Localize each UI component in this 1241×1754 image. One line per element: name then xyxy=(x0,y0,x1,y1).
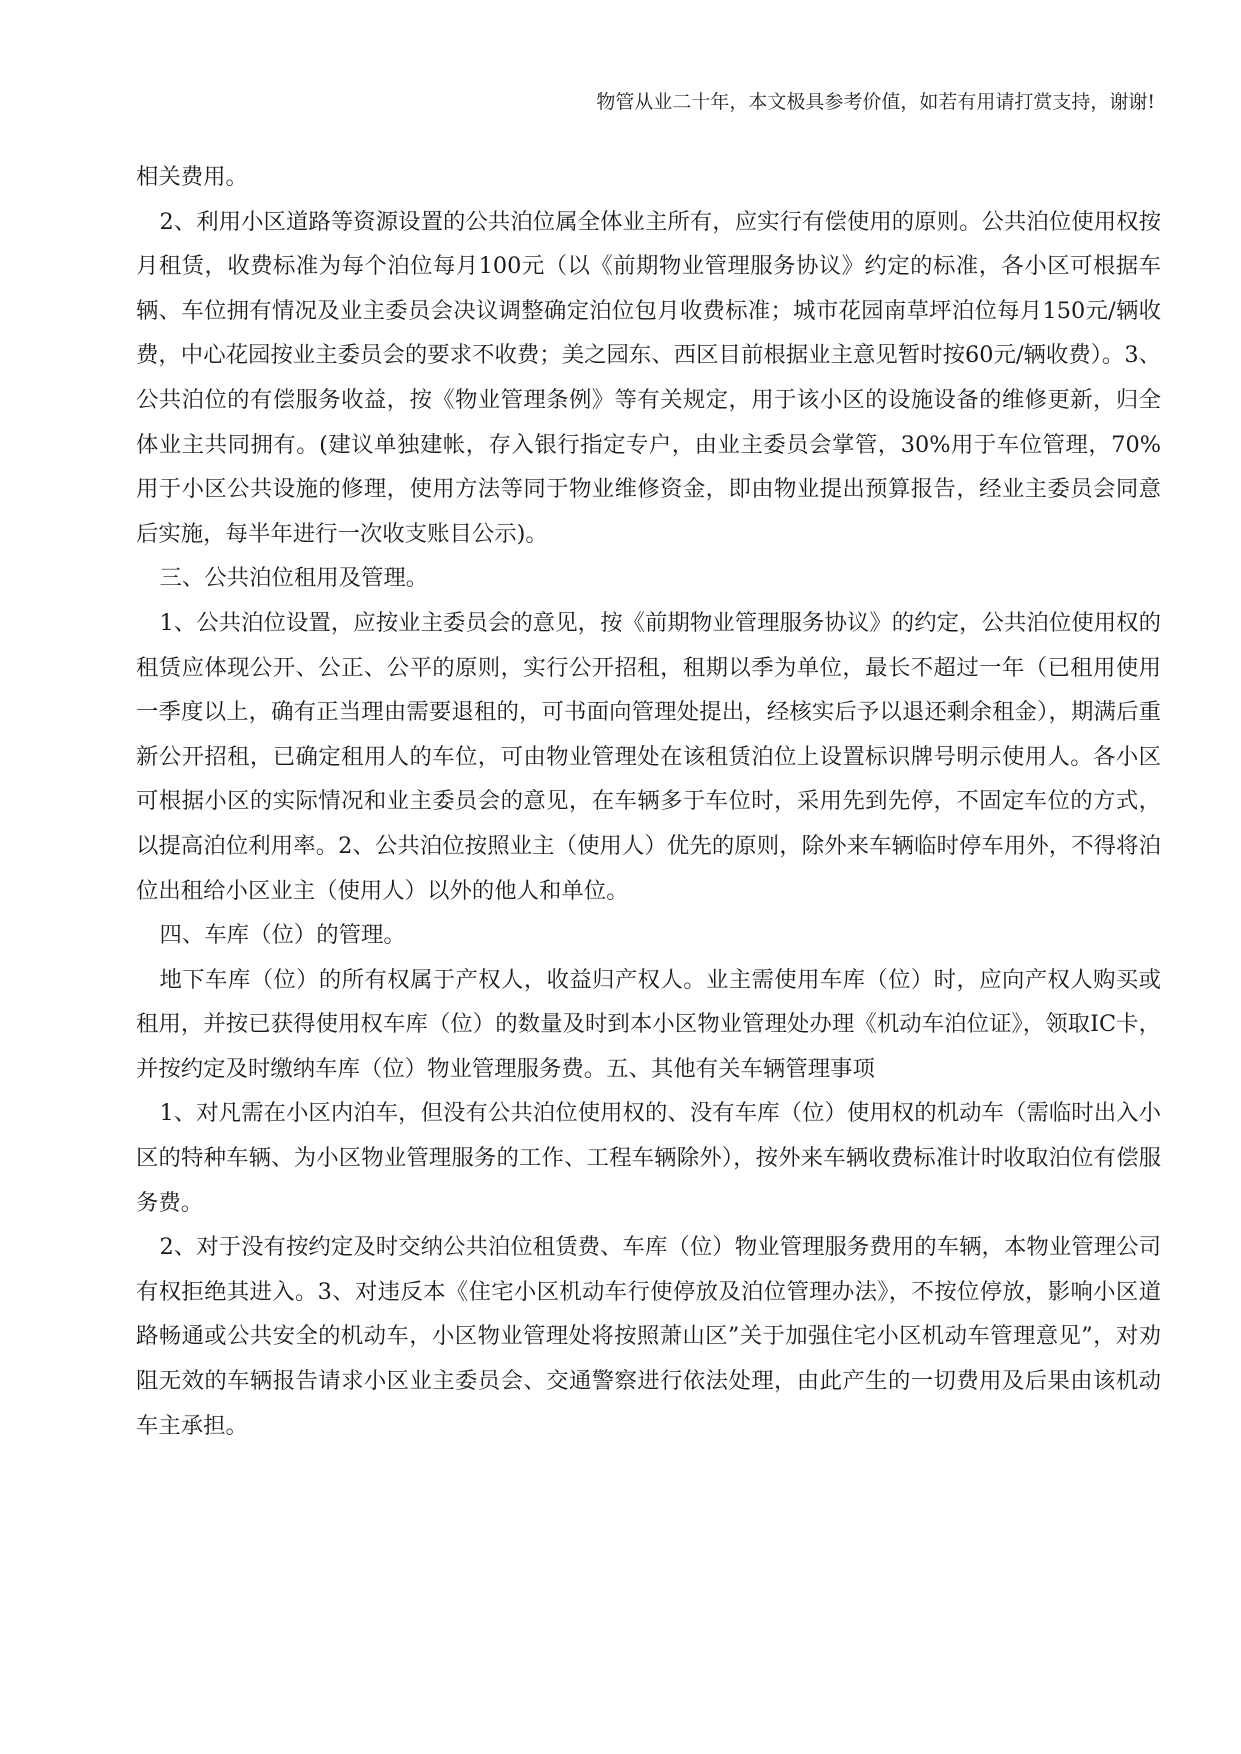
paragraph: 相关费用。 xyxy=(136,164,248,190)
paragraph: 1、对凡需在小区内泊车，但没有公共泊位使用权的、没有车库（位）使用权的机动车（需临时出入小区的特种车辆、为小区物业管理服务的工作、工程车辆除外），按外来车辆收费标准计时收取泊位有偿服务费。 xyxy=(136,1100,1161,1216)
paragraph: 2、对于没有按约定及时交纳公共泊位租赁费、车库（位）物业管理服务费用的车辆，本物业管理公司有权拒绝其进入。3、对违反本《住宅小区机动车行使停放及泊位管理办法》，不按位停放，影响小区道路畅通或公共安全的机动车，小区物业管理处将按照萧山区”关于加强住宅小区机动车管理意见”，对劝阻无效的车辆报告请求小区业主委员会、交通警察进行依法处理，由此产生的一切费用及后果由该机动车主承担。 xyxy=(136,1234,1161,1439)
paragraph: 1、公共泊位设置，应按业主委员会的意见，按《前期物业管理服务协议》的约定，公共泊位使用权的租赁应体现公开、公正、公平的原则，实行公开招租，租期以季为单位，最长不超过一年（已租用使用一季度以上，确有正当理由需要退租的，可书面向管理处提出，经核实后予以退还剩余租金），期满后重新公开招租，已确定租用人的车位，可由物业管理处在该租赁泊位上设置标识牌号明示使用人。各小区可根据小区的实际情况和业主委员会的意见，在车辆多于车位时，采用先到先停，不固定车位的方式，以提高泊位利用率。2、公共泊位按照业主（使用人）优先的原则，除外来车辆临时停车用外，不得将泊位出租给小区业主（使用人）以外的他人和单位。 xyxy=(136,609,1161,904)
section-heading: 三、公共泊位租用及管理。 xyxy=(159,565,429,592)
document-body xyxy=(136,155,1161,1448)
paragraph: 2、利用小区道路等资源设置的公共泊位属全体业主所有，应实行有偿使用的原则。公共泊位使用权按月租赁，收费标准为每个泊位每月100元（以《前期物业管理服务协议》约定的标准，各小区可根据车辆、车位拥有情况及业主委员会决议调整确定泊位包月收费标准；城市花园南草坪泊位每月150元/辆收费，中心花园按业主委员会的要求不收费；美之园东、西区目前根据业主意见暂时按60元/辆收费）。3、公共泊位的有偿服务收益，按《物业管理条例》等有关规定，用于该小区的设施设备的维修更新，归全体业主共同拥有。(建议单独建帐，存入银行指定专户，由业主委员会掌管，30%用于车位管理，70%用于小区公共设施的修理，使用方法等同于物业维修资金，即由物业提出预算报告，经业主委员会同意后实施，每半年进行一次收支账目公示)。 xyxy=(136,208,1161,547)
paragraph: 地下车库（位）的所有权属于产权人，收益归产权人。业主需使用车库（位）时，应向产权人购买或租用，并按已获得使用权车库（位）的数量及时到本小区物业管理处办理《机动车泊位证》，领取IC卡，并按约定及时缴纳车库（位）物业管理服务费。五、其他有关车辆管理事项 xyxy=(136,966,1161,1082)
header-note: 物管从业二十年，本文极具参考价值，如若有用请打赏支持，谢谢! xyxy=(596,91,1155,113)
section-heading: 四、车库（位）的管理。 xyxy=(159,922,406,949)
